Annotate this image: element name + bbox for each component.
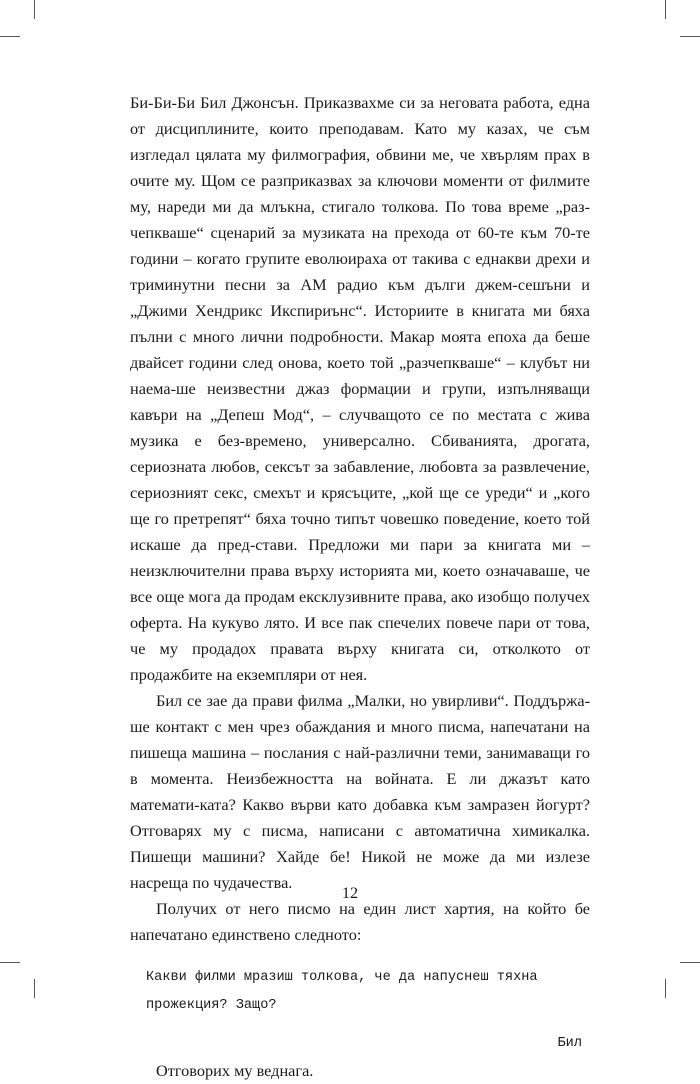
crop-mark [680, 36, 700, 37]
paragraph: Би-Би-Би Бил Джонсън. Приказвахме си за неговата работа, една от дисциплините, които преподавам. Като му казах, че съм изгледал цялата му филмография, обвини ме, че хвърлям прах в очите му. Щом се разприказвах за ключови моменти от филмите му, нареди ми да млъкна, стигало толкова. По това време „раз-чепкваше“ сценарий за музиката на прехода от 60-те към 70-те години – когато групите еволюираха от такива с еднакви дрехи и триминутни песни за АМ радио към дълги джем-сешъни и „Джими Хендрикс Икспириънс“. Историите в книгата ми бяха пълни с много лични подробности. Макар моята епоха да беше двайсет години след онова, което той „разчепкваше“ – клубът ни наема-ше неизвестни джаз формации и групи, изпълняващи кавъри на „Депеш Мод“, – случващото се по местата с жива музика е без-времено, универсално. Сбиванията, дрогата, сериозната любов, сексът за забавление, любовта за развлечение, сериозният секс, смехът и крясъците, „кой ще се уреди“ и „кого ще го претрепят“ бяха точно типът човешко поведение, което той искаше да пред-стави. Предложи ми пари за книгата ми – неизключителни права върху историята ми, което означаваше, че все още мога да продам ексклузивните права, ако изобщо получех оферта. На кукуво лято. И все пак спечелих повече пари от това, че му продадох правата върху книгата си, отколкото от продажбите на екземпляри от нея. [130, 93, 590, 684]
letter-text: Какви филми мразиш толкова, че да напуснеш тяхна прожекция? Защо? [146, 970, 538, 1013]
crop-mark [665, 979, 666, 998]
crop-mark [0, 36, 20, 37]
body-text [130, 90, 590, 1084]
page-number: 12 [341, 883, 359, 902]
letter-signature: Бил [557, 1036, 582, 1051]
crop-mark [34, 979, 35, 998]
crop-mark [0, 962, 20, 963]
paragraph: Получих от него писмо на един лист хартия, на който бе напечатано единствено следното: [130, 899, 590, 944]
crop-mark [34, 0, 35, 19]
paragraph: Отговорих му веднага. [156, 1061, 314, 1080]
typed-letter [146, 964, 590, 1058]
crop-mark [680, 962, 700, 963]
crop-mark [665, 0, 666, 19]
paragraph: Бил се зае да прави филма „Малки, но увирливи“. Поддържа-ше контакт с мен чрез обаждания и много писма, напечатани на пишеща машина – послания с най-различни теми, занимаващи го в момента. Неизбежността на войната. Е ли джазът като математи-ката? Какво върви като добавка към замразен йогурт? Отговарях му с писма, написани с автоматична химикалка. Пишещи машини? Хайде бе! Никой не може да ми излезе насреща по чудачества. [130, 691, 590, 892]
